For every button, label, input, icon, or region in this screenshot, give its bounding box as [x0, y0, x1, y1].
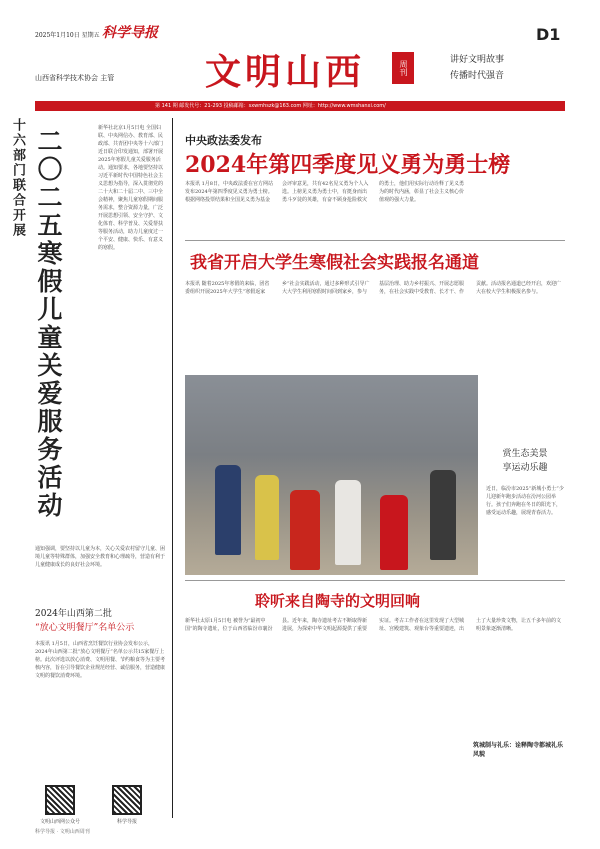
slogan [450, 52, 504, 84]
column-divider [172, 118, 173, 818]
qr-code-icon [45, 785, 75, 815]
notice-title: 2024年山西第二批 [35, 609, 112, 619]
page-footer: 科学导报 · 文明山西周刊 [35, 829, 90, 835]
photo-caption-title [486, 447, 564, 475]
side-kicker: 十六部门联合开展 [10, 118, 25, 238]
qr-label-2: 科学导报 [116, 819, 137, 825]
article3-body: 新华社太原1月5日电 被誉为“最初中国”的陶寺遗址，位于山西省临汾市襄汾县。近年来，陶寺遗址考古不断取得新进展，为探索中华文明起源提供了重要实证。考古工作者在这里发现了大型城址、宫殿建筑、观象台等重要遗迹，出土了大量珍贵文物，让五千多年前的文明景象逐渐清晰。 [185, 618, 562, 632]
runner [215, 465, 241, 555]
notice-body: 本报讯 1月5日，山西省烹饪餐饮行业协会发布公示，2024年山西第二批“放心文明餐厅”名单公示共15家餐厅上榜。此次评选以放心消费、文明用餐、节约粮食等为主要考核内容，旨在引导餐饮企业规范经营、诚信服务，营造健康文明的餐饮消费环境。 [35, 641, 165, 679]
article2-headline: 我省开启大学生寒假社会实践报名通道 [190, 253, 479, 273]
qr-code-1[interactable] [45, 785, 75, 815]
runner [380, 495, 408, 570]
runner [335, 480, 361, 565]
masthead-title: 文明山西 [205, 51, 366, 93]
article1-headline: 2024年第四季度见义勇为勇士榜 [185, 152, 511, 178]
publisher-org: 山西省科学技术协会 主管 [35, 74, 115, 82]
article2-body: 本报讯 随着2025年寒假的来临，团省委组织开展2025年大学生“寒假返家乡”社会实践活动，通过多种形式引导广大大学生利用寒假时间回到家乡，参与基层治理、助力乡村振兴、开展志愿服务，在社会实践中受教育、长才干、作贡献。活动报名通道已经开启，欢迎广大在校大学生积极报名参与。 [185, 281, 562, 295]
article3-subheading: 筑城制与礼乐：诠释陶寺都城礼乐风貌 [473, 742, 564, 758]
divider [185, 240, 565, 241]
qr-code-2[interactable] [112, 785, 142, 815]
slogan-line-1: 讲好文明故事 [450, 55, 505, 65]
weekly-badge: 周刊 [392, 52, 414, 84]
info-bar: 第 141 期 邮发代号：21-293 投稿邮箱：sxwmhszk@163.com 网址：http://www.wmshanxi.com/ [35, 101, 565, 111]
side-article-continued: 通知强调，要坚持以儿童为本，关心关爱农村留守儿童、困境儿童等特殊群体，加强安全教育和心理疏导，营造有利于儿童健康成长的良好社会环境。 [35, 546, 165, 568]
article1-body: 本报讯 1月8日，中央政法委在官方网站发布2024年第四季度见义勇为勇士榜。根据网络投票结果和全国见义勇为基金会评审意见，共有42名见义勇为个人入选。上榜见义勇为勇士中，有挺身而出勇斗歹徒的英雄，有奋不顾身抢险救灾的勇士，他们用实际行动诠释了见义勇为的时代内涵，彰显了社会主义核心价值观的强大力量。 [185, 181, 465, 203]
runner [430, 470, 456, 560]
running-kids-photo [185, 375, 478, 575]
photo-caption-line-1: 赏生态美景 [502, 449, 548, 459]
issue-date: 2025年1月10日 星期五 [35, 32, 100, 39]
side-article-body: 新华社北京1月5日电 全国妇联、中央网信办、教育部、民政部、共青团中央等十六部门近日联合印发通知，部署开展2025年寒假儿童关爱服务活动。通知要求，各地要坚持以习近平新时代中国特色社会主义思想为指导，深入贯彻党的二十大和二十届二中、三中全会精神，聚焦儿童寒假期间服务需求，整合资源力量，广泛开展思想引领、安全守护、文化体育、科学普及、关爱帮扶等服务活动，助力儿童度过一个平安、健康、快乐、有意义的寒假。 [98, 125, 164, 251]
slogan-line-2: 传播时代强音 [450, 71, 505, 81]
photo-caption-text: 近日，临汾市2025“新城小勇士”少儿迎新年跑步活动在汾河公园举行。孩子们奔跑在冬日的阳光下，感受运动乐趣，展现青春活力。 [486, 486, 564, 516]
newspaper-brand: 科学导报 [102, 25, 158, 41]
article1-kicker: 中央政法委发布 [185, 134, 262, 147]
qr-label-1: 文明山西网公众号 [39, 819, 80, 825]
page-code: D1 [536, 25, 561, 44]
notice-subtitle: “放心文明餐厅”名单公示 [35, 623, 135, 633]
runner [290, 490, 320, 570]
photo-caption-line-2: 享运动乐趣 [502, 463, 548, 473]
divider [185, 580, 565, 581]
runner [255, 475, 279, 560]
side-headline: 二〇二五寒假儿童关爱服务活动 [34, 128, 63, 520]
article3-headline: 聆听来自陶寺的文明回响 [255, 592, 421, 610]
qr-code-icon [112, 785, 142, 815]
